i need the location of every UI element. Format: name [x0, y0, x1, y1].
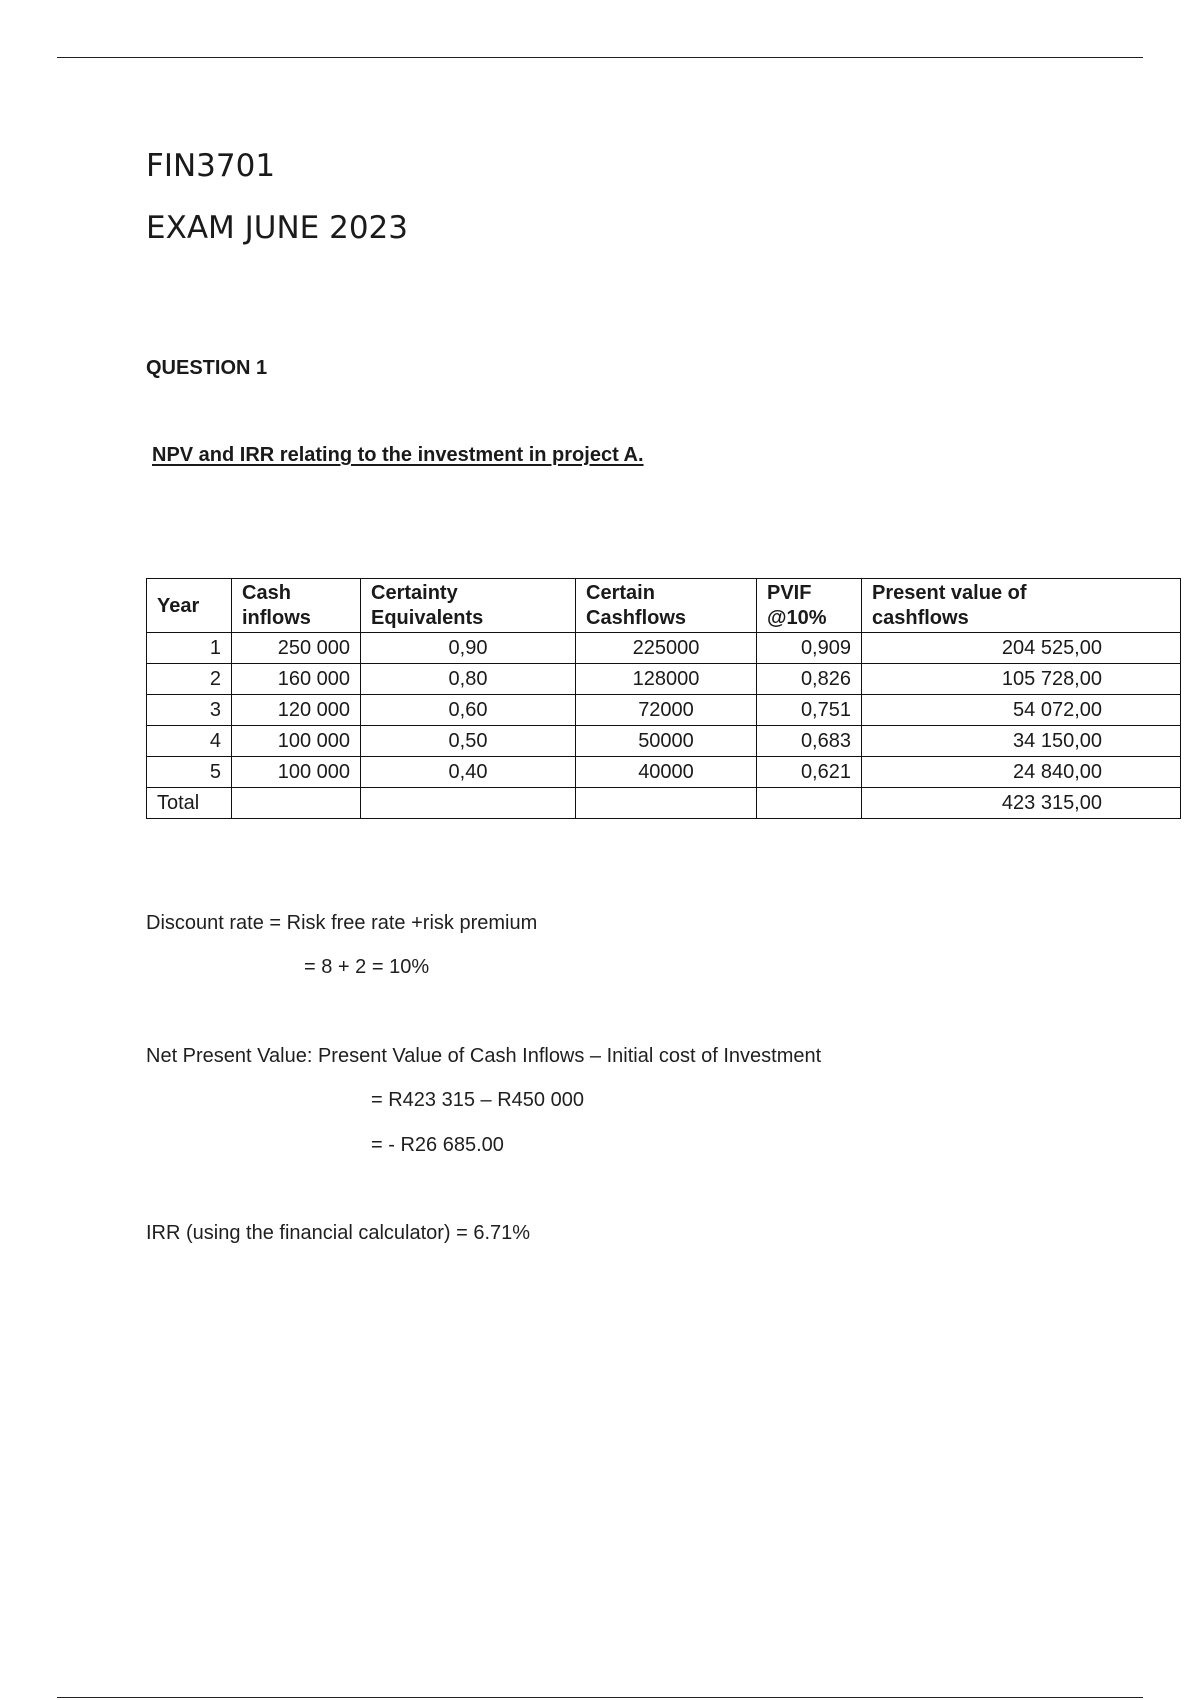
question-heading: QUESTION 1 [146, 357, 268, 379]
npv-step: = R423 315 – R450 000 [371, 1089, 584, 1111]
header-rule [57, 57, 1143, 58]
cell-certain-cashflow: 72000 [576, 695, 757, 726]
cell-certainty-equivalent: 0,40 [361, 757, 576, 788]
header-certainty-equivalents-line2: Equivalents [371, 607, 484, 629]
header-cash-inflows-line1: Cash [242, 582, 291, 604]
present-value-table [146, 578, 1181, 819]
cell-cash-inflows: 160 000 [232, 664, 361, 695]
section-subtitle: NPV and IRR relating to the investment in project A. [152, 444, 644, 466]
cell-present-value: 24 840,00 [862, 757, 1181, 788]
cell-year: 3 [147, 695, 232, 726]
cell-pvif: 0,751 [757, 695, 862, 726]
npv-result: = - R26 685.00 [371, 1134, 504, 1156]
cell-total-label: Total [147, 788, 232, 819]
cell-certainty-equivalent: 0,50 [361, 726, 576, 757]
cell-present-value: 54 072,00 [862, 695, 1181, 726]
cell-cash-inflows: 120 000 [232, 695, 361, 726]
header-certain-cashflows-line1: Certain [586, 582, 655, 604]
header-certainty-equivalents-line1: Certainty [371, 582, 458, 604]
cell-empty [232, 788, 361, 819]
table-total-row [147, 788, 1181, 819]
irr-result: IRR (using the financial calculator) = 6.71% [146, 1222, 531, 1244]
discount-rate-result: = 8 + 2 = 10% [304, 956, 430, 978]
cell-year: 5 [147, 757, 232, 788]
cell-cash-inflows: 100 000 [232, 726, 361, 757]
cell-certain-cashflow: 50000 [576, 726, 757, 757]
cell-pvif: 0,909 [757, 633, 862, 664]
course-code: FIN3701 [146, 148, 276, 184]
footer-rule [57, 1697, 1143, 1698]
cell-pvif: 0,621 [757, 757, 862, 788]
cell-empty [361, 788, 576, 819]
cell-cash-inflows: 100 000 [232, 757, 361, 788]
cell-empty [757, 788, 862, 819]
header-cash-inflows [232, 579, 361, 633]
exam-title: EXAM JUNE 2023 [146, 210, 408, 246]
cell-present-value: 105 728,00 [862, 664, 1181, 695]
cell-certain-cashflow: 40000 [576, 757, 757, 788]
cell-empty [576, 788, 757, 819]
header-certain-cashflows-line2: Cashflows [586, 607, 687, 629]
table-row [147, 664, 1181, 695]
table-header-row [147, 579, 1181, 633]
cell-present-value: 34 150,00 [862, 726, 1181, 757]
cell-total-present-value: 423 315,00 [862, 788, 1181, 819]
cell-year: 1 [147, 633, 232, 664]
header-present-value-line1: Present value of [872, 582, 1027, 604]
cell-cash-inflows: 250 000 [232, 633, 361, 664]
header-present-value [862, 579, 1181, 633]
header-cash-inflows-line2: inflows [242, 607, 311, 629]
header-year: Year [147, 579, 232, 633]
table-row [147, 757, 1181, 788]
cell-year: 4 [147, 726, 232, 757]
cell-present-value: 204 525,00 [862, 633, 1181, 664]
table-row [147, 695, 1181, 726]
header-pvif [757, 579, 862, 633]
cell-certainty-equivalent: 0,80 [361, 664, 576, 695]
header-present-value-line2: cashflows [872, 607, 969, 629]
header-pvif-line1: PVIF [767, 582, 812, 604]
table-row [147, 726, 1181, 757]
cell-year: 2 [147, 664, 232, 695]
cell-certain-cashflow: 225000 [576, 633, 757, 664]
discount-rate-formula: Discount rate = Risk free rate +risk premium [146, 912, 538, 934]
header-certainty-equivalents [361, 579, 576, 633]
cell-certainty-equivalent: 0,60 [361, 695, 576, 726]
npv-formula: Net Present Value: Present Value of Cash Inflows – Initial cost of Investment [146, 1045, 822, 1067]
cell-certainty-equivalent: 0,90 [361, 633, 576, 664]
cell-certain-cashflow: 128000 [576, 664, 757, 695]
cell-pvif: 0,683 [757, 726, 862, 757]
header-pvif-line2: @10% [767, 607, 827, 629]
table-row [147, 633, 1181, 664]
cell-pvif: 0,826 [757, 664, 862, 695]
header-certain-cashflows [576, 579, 757, 633]
